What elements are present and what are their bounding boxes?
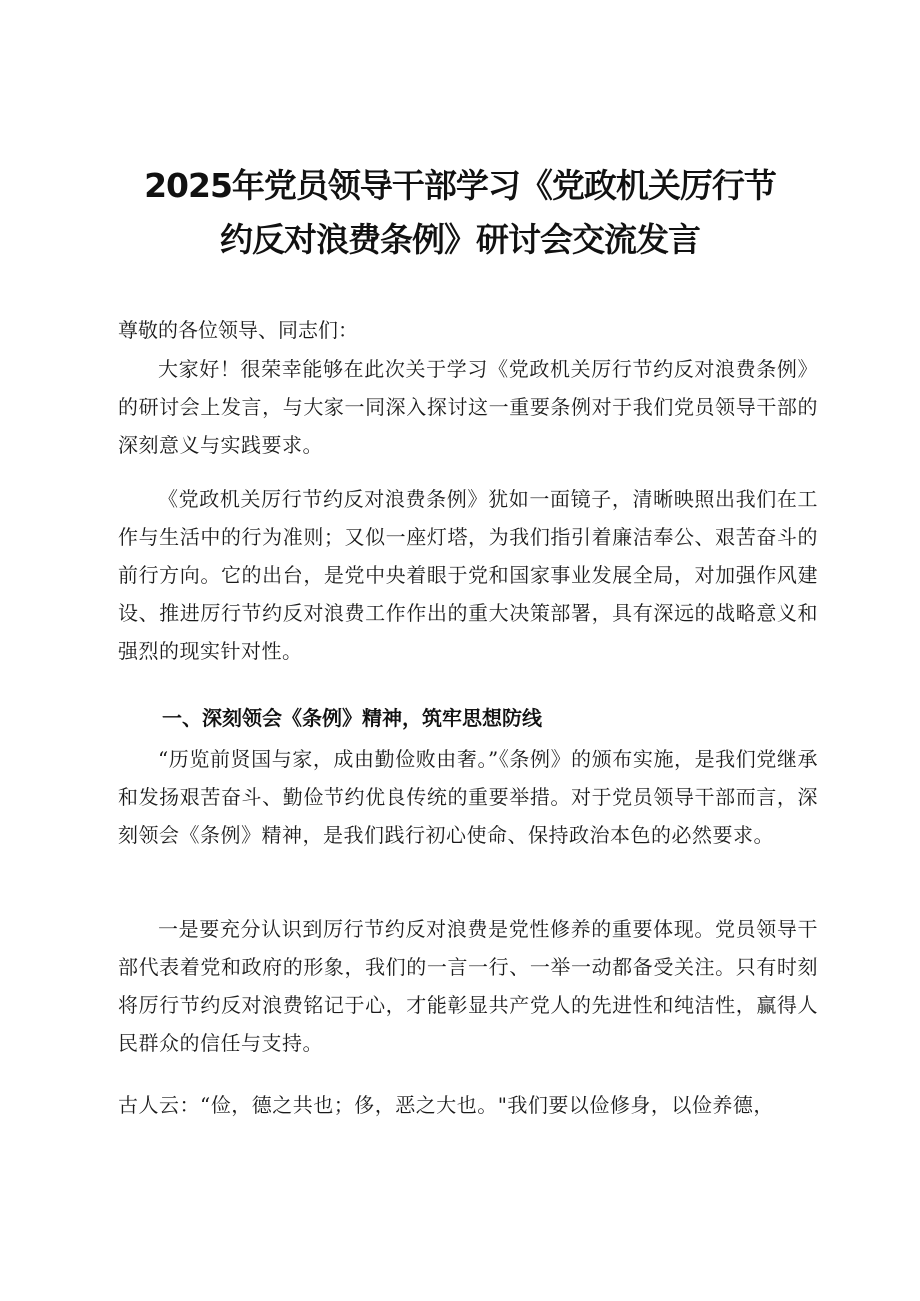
paragraph-greeting: 大家好！很荣幸能够在此次关于学习《党政机关厉行节约反对浪费条例》的研讨会上发言，与大家一同深入探讨这一重要条例对于我们党员领导干部的深刻意义与实践要求。 bbox=[118, 357, 818, 457]
document-title-line2: 约反对浪费条例》研讨会交流发言 bbox=[220, 220, 700, 259]
paragraph-point-one: 一是要充分认识到厉行节约反对浪费是党性修养的重要体现。党员领导干部代表着党和政府的形象，我们的一言一行、一举一动都备受关注。只有时刻将厉行节约反对浪费铭记于心，才能彰显共产党人的先进性和纯洁性，赢得人民群众的信任与支持。 bbox=[118, 917, 818, 1055]
section-heading-1: 一、深刻领会《条例》精神，筑牢思想防线 bbox=[162, 706, 542, 730]
paragraph-regulation-intro: 《党政机关厉行节约反对浪费条例》犹如一面镜子，清晰映照出我们在工作与生活中的行为准则；又似一座灯塔，为我们指引着廉洁奉公、艰苦奋斗的前行方向。它的出台，是党中央着眼于党和国家事业发展全局，对加强作风建设、推进厉行节约反对浪费工作作出的重大决策部署，具有深远的战略意义和强烈的现实针对性。 bbox=[118, 487, 818, 663]
salutation: 尊敬的各位领导、同志们： bbox=[118, 318, 358, 342]
paragraph-quote-line: 古人云：“俭，德之共也；侈，恶之大也。"我们要以俭修身，以俭养德， bbox=[118, 1093, 774, 1117]
document-title-line1: 2025年党员领导干部学习《党政机关厉行节 bbox=[144, 166, 776, 205]
paragraph-section-intro: “历览前贤国与家，成由勤俭败由奢。”《条例》的颁布实施，是我们党继承和发扬艰苦奋斗、勤俭节约优良传统的重要举措。对于党员领导干部而言，深刻领会《条例》精神，是我们践行初心使命、保持政治本色的必然要求。 bbox=[118, 747, 818, 847]
